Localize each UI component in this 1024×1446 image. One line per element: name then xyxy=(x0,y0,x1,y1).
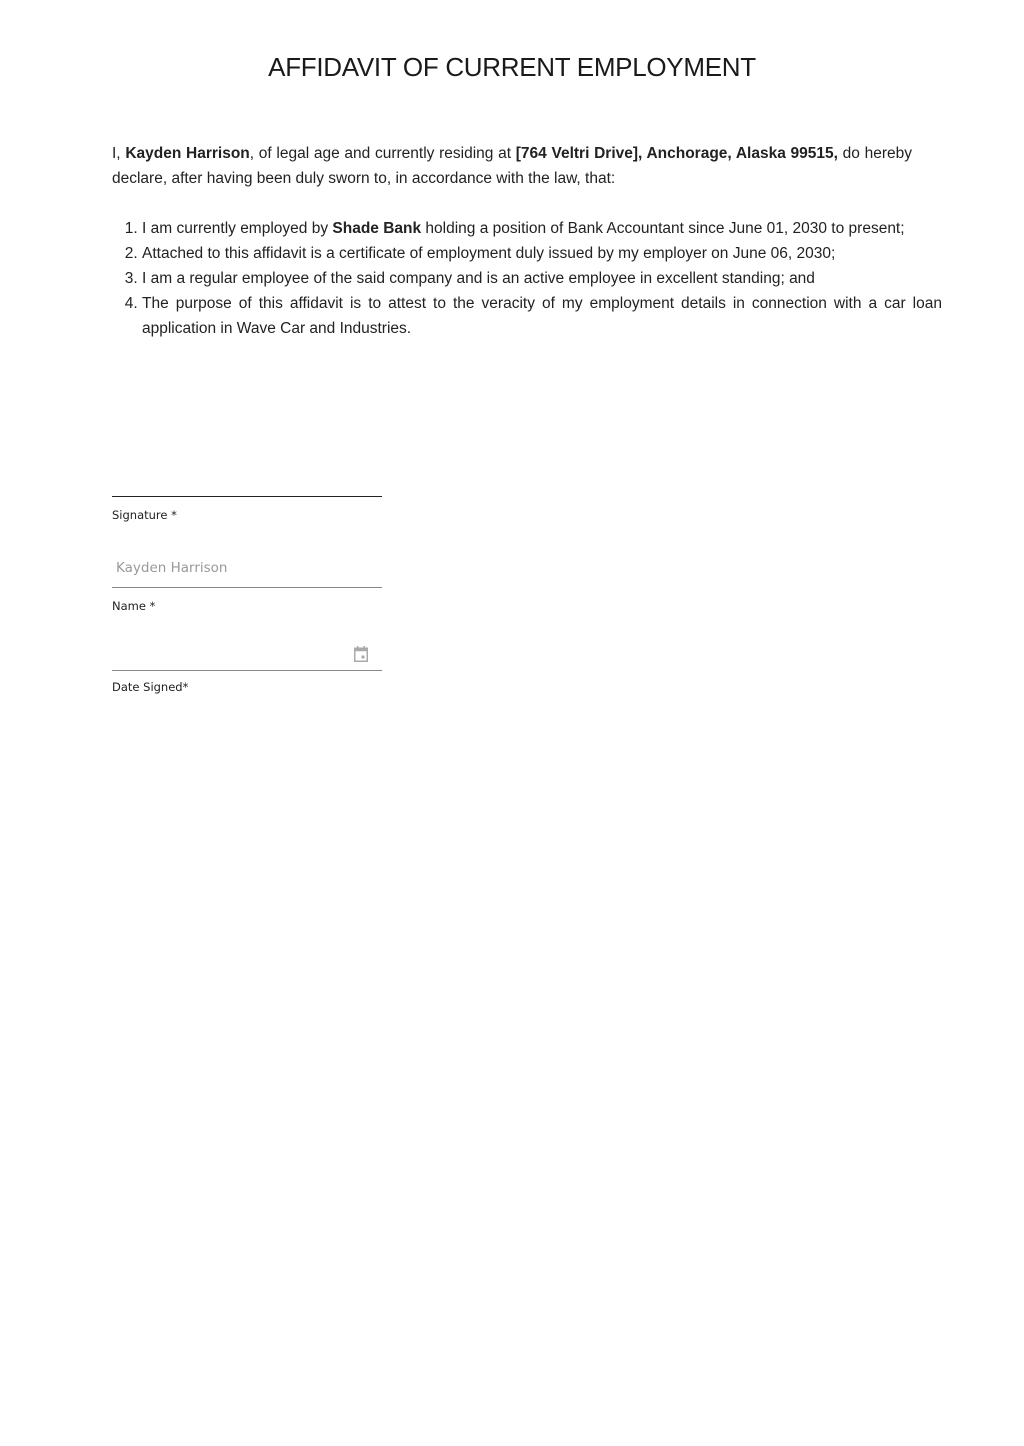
list-item xyxy=(142,291,942,341)
affiant-name: Kayden Harrison xyxy=(125,145,250,162)
intro-text: I, xyxy=(112,145,126,162)
signature-field[interactable] xyxy=(112,470,382,497)
list-item xyxy=(142,266,942,291)
item-text: holding a position of Bank Accountant since June 01, 2030 to present; xyxy=(421,220,905,237)
date-field[interactable] xyxy=(112,640,382,671)
employer-name: Shade Bank xyxy=(332,220,422,237)
document-title: AFFIDAVIT OF CURRENT EMPLOYMENT xyxy=(268,52,756,82)
name-field-wrapper xyxy=(112,556,382,588)
date-signed-label: Date Signed* xyxy=(112,680,189,694)
list-item xyxy=(142,216,942,241)
intro-text: , of legal age and currently residing at xyxy=(249,145,516,162)
name-label: Name * xyxy=(112,599,156,613)
list-item xyxy=(142,241,942,266)
intro-paragraph xyxy=(112,141,912,191)
date-input[interactable] xyxy=(112,640,346,664)
item-text: I am currently employed by xyxy=(142,220,333,237)
intro-text: do hereby declare, after having been duly sworn to, in accordance with the law, that: xyxy=(112,145,912,187)
name-input[interactable] xyxy=(112,556,346,580)
item-text: Attached to this affidavit is a certificate of employment duly issued by my employer on June 06, 2030; xyxy=(142,245,836,262)
item-text: I am a regular employee of the said company and is an active employee in excellent standing; and xyxy=(142,270,815,287)
affiant-address: [764 Veltri Drive], Anchorage, Alaska 99515, xyxy=(515,145,838,162)
signature-label: Signature * xyxy=(112,508,177,522)
statement-list xyxy=(112,216,942,341)
item-text: The purpose of this affidavit is to attest to the veracity of my employment details in connection with a car loan application in Wave Car and Industries. xyxy=(142,295,942,337)
calendar-icon[interactable] xyxy=(354,646,368,662)
